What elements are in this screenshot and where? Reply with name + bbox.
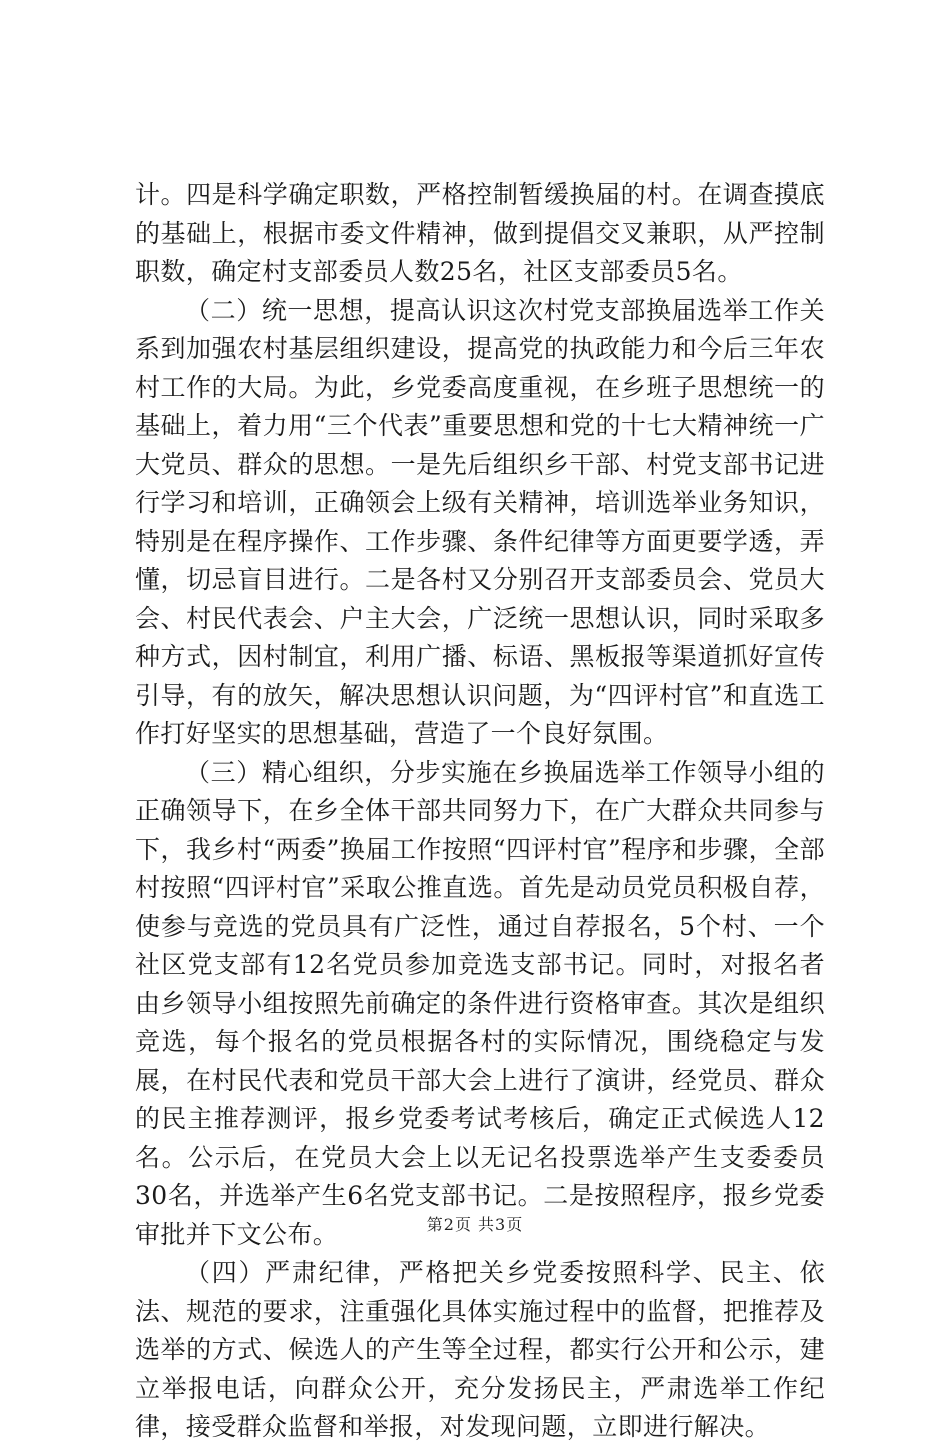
page-number-footer: 第2页 共3页 (426, 1215, 524, 1234)
paragraph-section-4: （四）严肃纪律，严格把关乡党委按照科学、民主、依法、规范的要求，注重强化具体实施过程中的监督，把推荐及选举的方式、候选人的产生等全过程，都实行公开和公示，建立举报电话，向群众公开，充分发扬民主，严肃选举工作纪律，接受群众监督和举报，对发现问题，立即进行解决。 (135, 1258, 825, 1441)
paragraph-section-3: （三）精心组织，分步实施在乡换届选举工作领导小组的正确领导下，在乡全体干部共同努力下，在广大群众共同参与下，我乡村“两委”换届工作按照“四评村官”程序和步骤，全部村按照“四评村官”采取公推直选。首先是动员党员积极自荐，使参与竞选的党员具有广泛性，通过自荐报名，5个村、一个社区党支部有12名党员参加竞选支部书记。同时，对报名者由乡领导小组按照先前确定的条件进行资格审查。其次是组织竞选，每个报名的党员根据各村的实际情况，围绕稳定与发展，在村民代表和党员干部大会上进行了演讲，经党员、群众的民主推荐测评，报乡党委考试考核后，确定正式候选人12名。公示后，在党员大会上以无记名投票选举产生支委委员30名，并选举产生6名党支部书记。二是按照程序，报乡党委审批并下文公布。 (135, 757, 825, 1249)
document-body (135, 176, 825, 1447)
paragraph-section-2: （二）统一思想，提高认识这次村党支部换届选举工作关系到加强农村基层组织建设，提高党的执政能力和今后三年农村工作的大局。为此，乡党委高度重视，在乡班子思想统一的基础上，着力用“三个代表”重要思想和党的十七大精神统一广大党员、群众的思想。一是先后组织乡干部、村党支部书记进行学习和培训，正确领会上级有关精神，培训选举业务知识，特别是在程序操作、工作步骤、条件纪律等方面更要学透，弄懂，切忌盲目进行。二是各村又分别召开支部委员会、党员大会、村民代表会、户主大会，广泛统一思想认识，同时采取多种方式，因村制宜，利用广播、标语、黑板报等渠道抓好宣传引导，有的放矢，解决思想认识问题，为“四评村官”和直选工作打好坚实的思想基础，营造了一个良好氛围。 (135, 295, 825, 748)
paragraph-continuation: 计。四是科学确定职数，严格控制暂缓换届的村。在调查摸底的基础上，根据市委文件精神，做到提倡交叉兼职，从严控制职数，确定村支部委员人数25名，社区支部委员5名。 (135, 180, 825, 286)
